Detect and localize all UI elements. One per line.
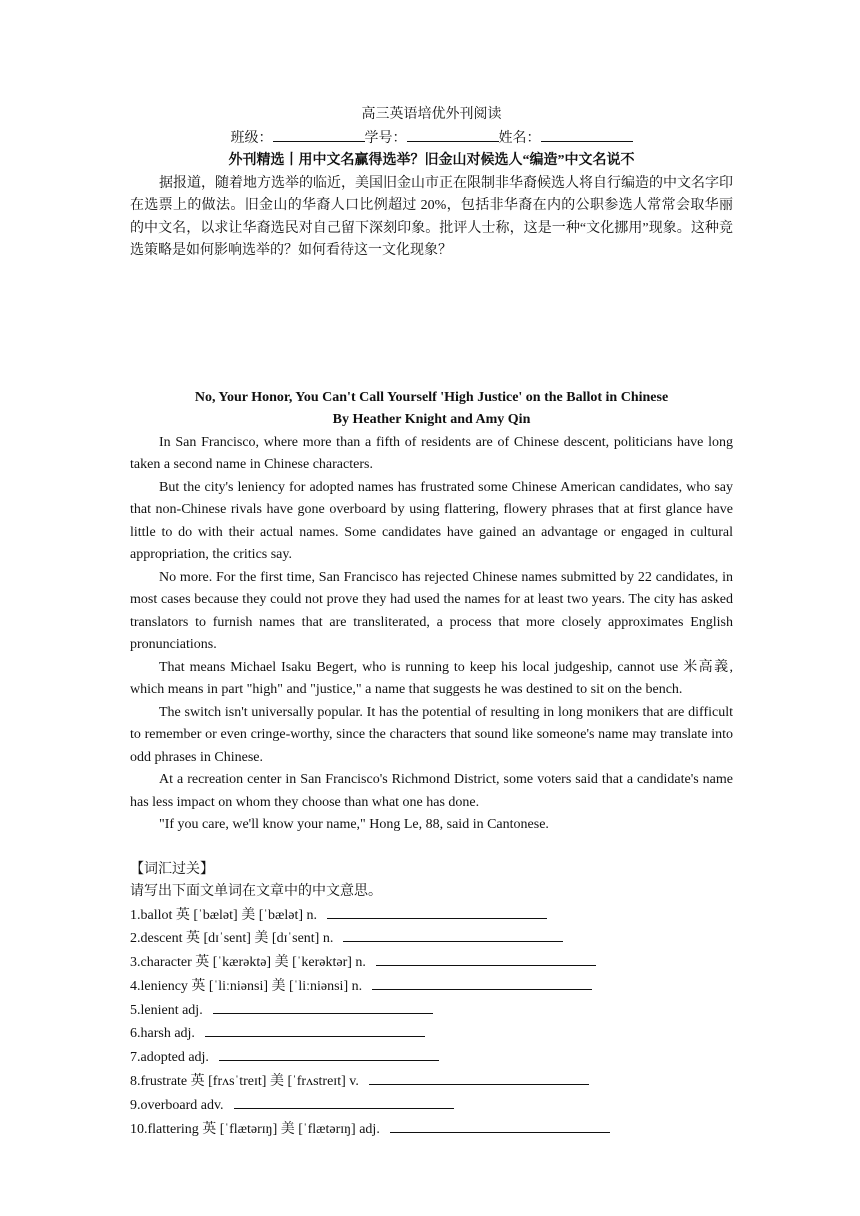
vocab-item <box>130 1046 733 1070</box>
answer-blank[interactable] <box>372 975 592 990</box>
answer-blank[interactable] <box>219 1046 439 1061</box>
article-paragraph: The switch isn't universally popular. It has the potential of resulting in long monikers that are difficult to remember or even cringe-worthy, since the characters that sound like someone's name may translate into odd phrases in Chinese. <box>130 704 733 765</box>
class-blank[interactable] <box>273 127 365 142</box>
vocab-word: 9.overboard adv. <box>130 1097 224 1113</box>
vocab-item <box>130 999 733 1023</box>
article-paragraph: That means Michael Isaku Begert, who is running to keep his local judgeship, cannot use 米高義, which means in part "high" and "justice," a name that suggests he was destined to sit on the bench. <box>130 659 733 697</box>
vocabulary-instruction: 请写出下面文单词在文章中的中文意思。 <box>130 884 382 899</box>
answer-blank[interactable] <box>213 999 433 1014</box>
article-paragraph: No more. For the first time, San Francisco has rejected Chinese names submitted by 22 candidates, in most cases because they could not prove they had used the names for at least two years. The city has asked translators to furnish names that are transliterated, a process that more closely approximates English pronunciations. <box>130 569 733 652</box>
worksheet-title: 高三英语培优外刊阅读 <box>361 107 502 122</box>
vocab-word: 4.leniency 英 [ˈliːniənsi] 美 [ˈliːniənsi] n. <box>130 978 363 994</box>
answer-blank[interactable] <box>343 927 563 942</box>
id-label: 学号： <box>364 130 407 146</box>
vocab-word: 8.frustrate 英 [frʌsˈtreɪt] 美 [ˈfrʌstreɪt] v. <box>130 1074 359 1090</box>
vocab-item <box>130 904 733 928</box>
answer-blank[interactable] <box>205 1022 425 1037</box>
vocab-item <box>130 1022 733 1046</box>
vocab-item <box>130 1070 733 1094</box>
vocab-item <box>130 975 733 999</box>
article-paragraph: In San Francisco, where more than a fifth of residents are of Chinese descent, politicians have long taken a second name in Chinese characters. <box>130 434 733 472</box>
answer-blank[interactable] <box>327 904 547 919</box>
spacer <box>130 837 733 859</box>
vocab-word: 3.character 英 [ˈkærəktə] 美 [ˈkerəktər] n. <box>130 955 366 971</box>
id-blank[interactable] <box>407 127 499 142</box>
article-paragraph: But the city's leniency for adopted names has frustrated some Chinese American candidates, who say that non-Chinese rivals have gone overboard by using flattering, flowery phrases that at first glance have little to do with their actual names. Some candidates have gained an advantage or engaged in cultural appropriation, the critics say. <box>130 479 733 562</box>
class-label: 班级： <box>230 130 273 146</box>
vocab-item <box>130 951 733 975</box>
vocab-word: 10.flattering 英 [ˈflætərɪŋ] 美 [ˈflætərɪŋ] adj. <box>130 1121 380 1137</box>
worksheet-page <box>130 104 733 1141</box>
article-title: No, Your Honor, You Can't Call Yourself 'High Justice' on the Ballot in Chinese <box>194 389 669 405</box>
name-label: 姓名： <box>498 130 541 146</box>
answer-blank[interactable] <box>369 1070 589 1085</box>
answer-blank[interactable] <box>390 1118 610 1133</box>
vocab-word: 6.harsh adj. <box>130 1026 195 1042</box>
name-blank[interactable] <box>541 127 633 142</box>
answer-blank[interactable] <box>376 951 596 966</box>
answer-blank[interactable] <box>234 1094 454 1109</box>
article-byline: By Heather Knight and Amy Qin <box>332 412 531 427</box>
vocab-item <box>130 1094 733 1118</box>
vocab-word: 5.lenient adj. <box>130 1002 203 1018</box>
vocab-word: 2.descent 英 [dɪˈsent] 美 [dɪˈsent] n. <box>130 931 334 947</box>
vocab-item <box>130 927 733 951</box>
chinese-intro: 据报道，随着地方选举的临近，美国旧金山市正在限制非华裔候选人将自行编造的中文名字印在选票上的做法。旧金山的华裔人口比例超过 20%，包括非华裔在内的公职参选人常常会取华丽的中文名，以求让华裔选民对自己留下深刻印象。批评人士称，这是一种“文化挪用”现象。这种竞选策略是如何影响选举的？如何看待这一文化现象？ <box>130 175 733 258</box>
chinese-headline: 外刊精选丨用中文名赢得选举？旧金山对候选人“编造”中文名说不 <box>228 153 635 168</box>
article-paragraph: At a recreation center in San Francisco's Richmond District, some voters said that a candidate's name has less impact on whom they choose than what one has done. <box>130 772 733 810</box>
vocab-word: 7.adopted adj. <box>130 1050 209 1066</box>
spacer <box>130 263 733 387</box>
article-paragraph: "If you care, we'll know your name," Hong Le, 88, said in Cantonese. <box>159 817 549 832</box>
vocab-word: 1.ballot 英 [ˈbælət] 美 [ˈbælət] n. <box>130 907 318 923</box>
vocabulary-heading: 【词汇过关】 <box>130 861 214 877</box>
vocab-item <box>130 1118 733 1142</box>
student-info-line <box>130 127 733 151</box>
